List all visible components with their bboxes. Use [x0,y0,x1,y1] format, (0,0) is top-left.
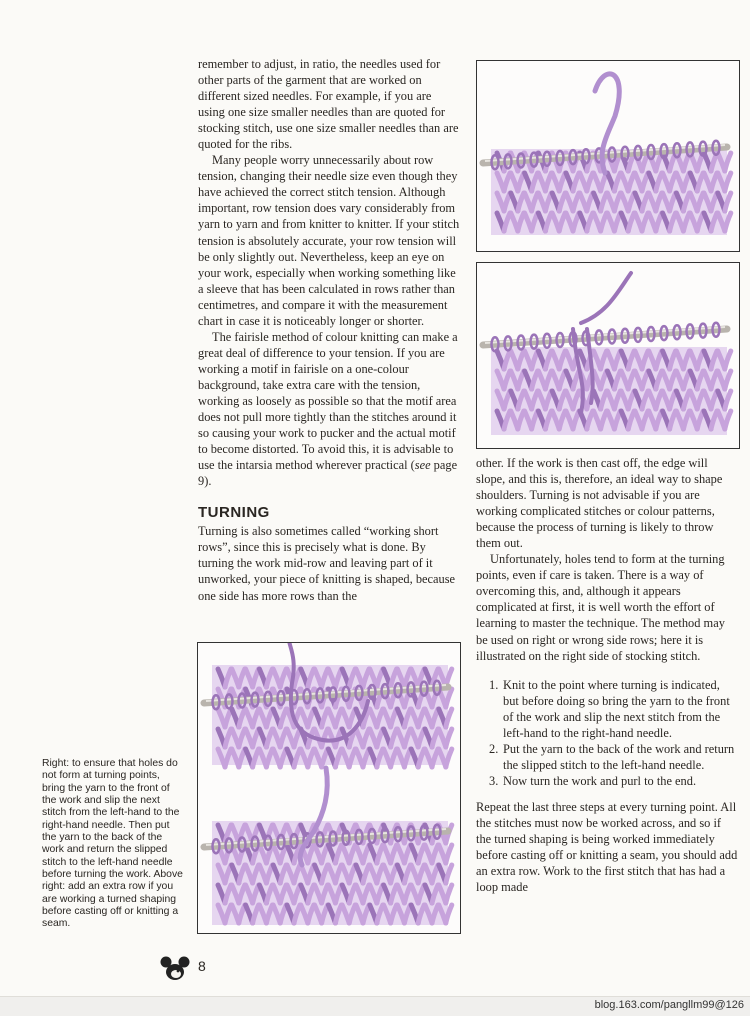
knitting-diagram [477,263,739,448]
paragraph: Turning is also sometimes called “working short rows”, since this is precisely what is done. By turning the work mid-row and leaving part of it unworked, your piece of knitting is shaped, because one side has more rows than the [198,524,456,603]
steps-list [476,677,738,789]
knitting-diagram [477,61,739,251]
paragraph: other. If the work is then cast off, the edge will slope, and this is, therefore, an ideal way to shape shoulders. Turning is not advisable if you are working complicated stitches or colour patterns, because the process of turning is likely to throw them out. [476,456,723,551]
step-item: 1. Knit to the point where turning is indicated, but before doing so bring the yarn to the front of the work and slip the next stitch from the left-hand to the right-hand needle. [489,677,730,740]
paragraph: Many people worry unnecessarily about row tension, changing their needle size even though they have achieved the correct stitch tension. Although important, row tension does vary considerably from yarn to yarn and from knitter to knitter. If your stitch tension is absolutely accurate, your row tension will be only slightly out. Nevertheless, keep an eye on your work, especially when working something like a sleeve that has been calculated in rows rather than centimetres, and compare it with the measurement chart in case it is noticeably longer or shorter. [198,153,460,328]
text-column-left [198,56,460,604]
knitting-diagram [198,643,460,933]
paragraph: Repeat the last three steps at every turning point. All the stitches must now be worked across, and so if the turned shaping is being worked immediately before casting off or knitting a seam, you should add an extra row. Work to the first stitch that has had a loop made [476,799,738,895]
knitting-illustration-middle [476,262,740,449]
watermark-text: blog.163.com/pangllm99@126 [594,999,744,1011]
knitting-illustration-top [476,60,740,252]
step-item: 3. Now turn the work and purl to the end. [489,773,697,788]
watermark-bar [0,996,750,1016]
page-number: 8 [198,958,206,974]
paragraph: The fairisle method of colour knitting can make a great deal of difference to your tension. If you are working a motif in fairisle on a one-colour background, take extra care with the tension, working as loosely as possible so that the motif area does not pull more tightly than the stitches around it so causing your work to pucker and the actual motif to become distorted. To avoid this, it is advisable to use the intarsia method wherever practical (see page 9). [198,329,458,489]
step-item: 2. Put the yarn to the back of the work and return the slipped stitch to the left-hand needle. [489,741,735,772]
figure-caption: Right: to ensure that holes do not form at turning points, bring the yarn to the front of the work and slip the next stitch from the left-hand to the right-hand needle. Then put the yarn to the back of the work and return the slipped stitch to the left-hand needle before turning the work. Above right: add an extra row if you are working a turned shaping before casting off or knitting a seam. [42,758,183,930]
section-heading: TURNING [198,504,270,522]
text-column-right [476,455,738,895]
paragraph: remember to adjust, in ratio, the needles used for other parts of the garment that are worked on different sized needles. For example, if you are using one size smaller needles than are quoted for stocking stitch, use one size smaller needles than are quoted for the ribs. [198,57,459,152]
see-reference: see [414,458,431,473]
knitting-illustration-caption [197,642,461,934]
paragraph: Unfortunately, holes tend to form at the turning points, even if care is taken. There is a way of overcoming this, and, although it appears complicated at first, it is well worth the effort of learning to master the technique. The method may be used on right or wrong side rows; here it is illustrated on the right side of stocking stitch. [476,552,725,663]
mouse-logo-icon [160,955,192,983]
